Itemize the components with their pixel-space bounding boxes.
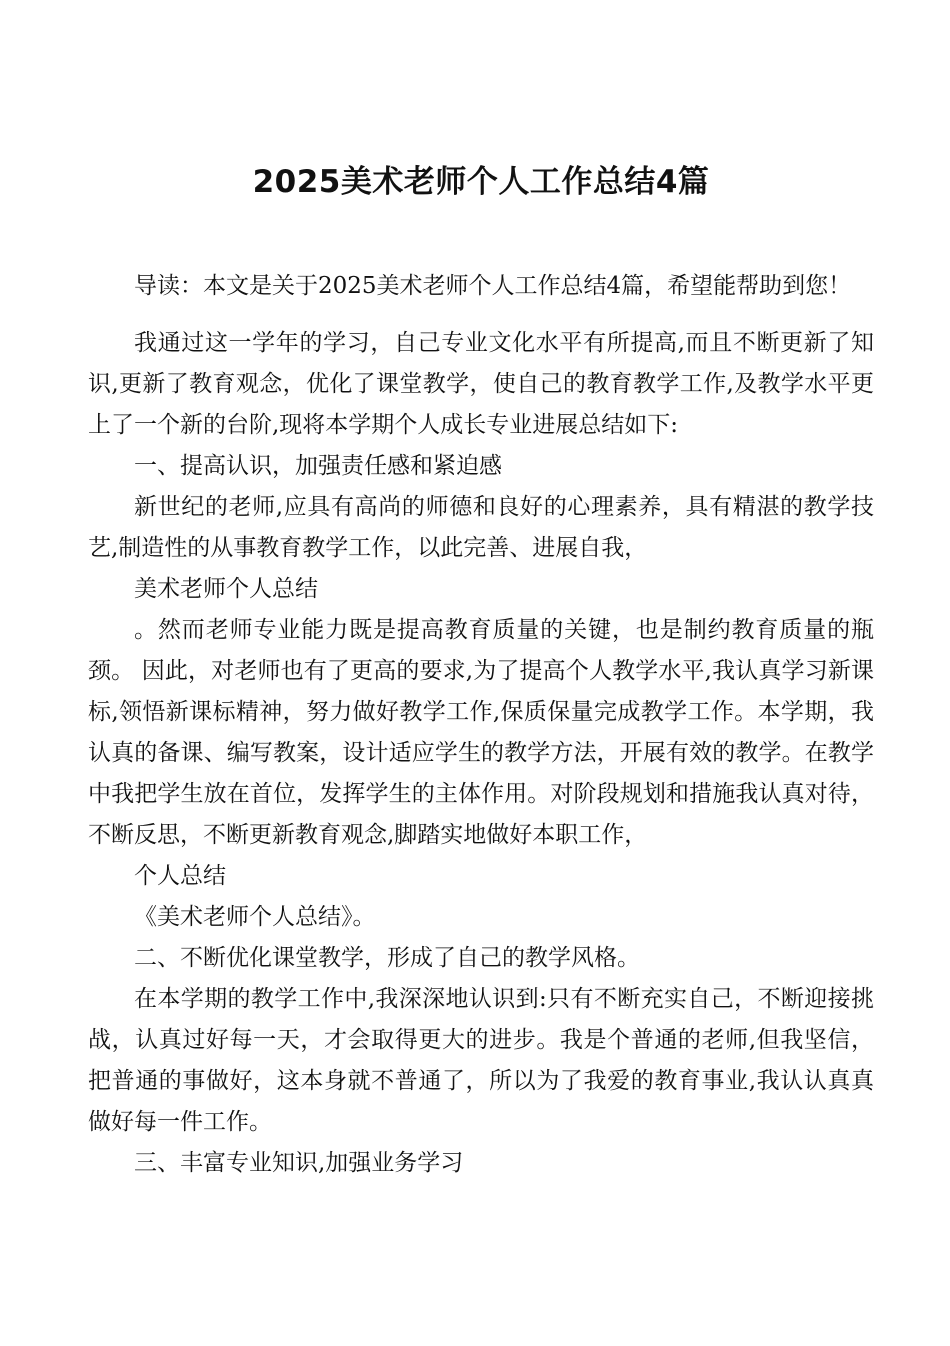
body-paragraph: 。然而老师专业能力既是提高教育质量的关键，也是制约教育质量的瓶颈。 因此，对老师也有了更高的要求,为了提高个人教学水平,我认真学习新课标,领悟新课标精神，努力做好教学工作,保质保量完成教学工作。本学期，我认真的备课、编写教案，设计适应学生的教学方法，开展有效的教学。在教学中我把学生放在首位，发挥学生的主体作用。对阶段规划和措施我认真对待，不断反思，不断更新教育观念,脚踏实地做好本职工作， bbox=[88, 617, 874, 848]
section-heading: 二、不断优化课堂教学，形成了自己的教学风格。 bbox=[134, 945, 640, 971]
document-page bbox=[88, 160, 874, 1184]
intro-paragraph: 导读：本文是关于2025美术老师个人工作总结4篇，希望能帮助到您！ bbox=[134, 273, 852, 299]
body-paragraph: 美术老师个人总结 bbox=[134, 576, 318, 602]
document-title: 2025美术老师个人工作总结4篇 bbox=[252, 164, 710, 200]
section-heading: 三、丰富专业知识,加强业务学习 bbox=[134, 1150, 464, 1176]
body-paragraph: 我通过这一学年的学习，自己专业文化水平有所提高,而且不断更新了知识,更新了教育观念，优化了课堂教学，使自己的教育教学工作,及教学水平更上了一个新的台阶,现将本学期个人成长专业进展总结如下: bbox=[88, 330, 874, 438]
body-paragraph: 在本学期的教学工作中,我深深地认识到:只有不断充实自己，不断迎接挑战，认真过好每一天，才会取得更大的进步。我是个普通的老师,但我坚信，把普通的事做好，这本身就不普通了，所以为了我爱的教育事业,我认认真真做好每一件工作。 bbox=[88, 986, 874, 1135]
body-paragraph: 新世纪的老师,应具有高尚的师德和良好的心理素养，具有精湛的教学技艺,制造性的从事教育教学工作，以此完善、进展自我， bbox=[88, 494, 874, 561]
section-heading: 一、提高认识，加强责任感和紧迫感 bbox=[134, 453, 502, 479]
body-paragraph: 个人总结 bbox=[134, 863, 226, 889]
body-paragraph: 《美术老师个人总结》。 bbox=[134, 904, 376, 930]
